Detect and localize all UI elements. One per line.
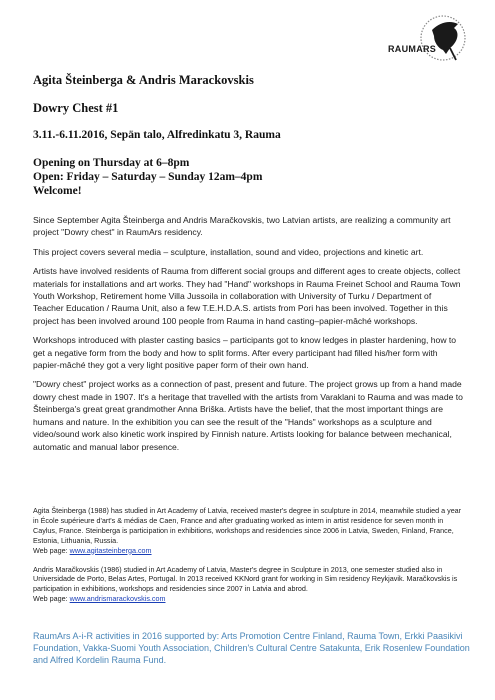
supporters-footer: RaumArs A-i-R activities in 2016 supported by: Arts Promotion Centre Finland, Rauma Town, Erkki Paasikivi Foundation, Vakka-Suomi Youth Association, Children's Cultural Centre Satakunta, Erik Rosenlew Foundation and Alfred Kordelin Rauma Fund. xyxy=(33,631,470,665)
bio-agita xyxy=(33,506,463,556)
paragraph-workshops: Artists have involved residents of Rauma from different social groups and different ages to create objects, collect materials for installations and art works. They had "Hand" workshops in Rauma Freinet School and Rauma Town Youth Workshop, Retirement home Villa Jussoila in collaboration with University of Turku / Department of Teacher Education / Rauma Unit, also a few T.E.H.D.A.S. artists from Pori has been involved. Together in this project has been involved around 100 people from Rauma in hand casting–papier-mâché workshops. xyxy=(33,266,461,326)
bio-andris-web-label: Web page: xyxy=(33,594,70,604)
agita-web-link[interactable]: www.agitasteinberga.com xyxy=(69,545,152,555)
andris-web-link[interactable]: www.andrismarackovskis.com xyxy=(69,594,166,604)
exhibition-title: Dowry Chest #1 xyxy=(33,101,119,115)
body-text xyxy=(33,214,463,460)
logo-name: RAUMARS xyxy=(388,44,437,54)
date-place: 3.11.-6.11.2016, Sepän talo, Alfredinkatu 3, Rauma xyxy=(33,129,281,141)
opening-time: Opening on Thursday at 6–8pm xyxy=(33,157,190,169)
opening-info xyxy=(33,156,262,198)
bio-agita-text: Agita Šteinberga (1988) has studied in Art Academy of Latvia, received master's degree in sculpture in 2014, meanwhile studied a year in École supérieure d'art's & médias de Caen, France and after graduating worked as intern in artist residence for seven month in Caylus, France. Steinberga is participation in exhibitions, workshops and residencies since 2006 in Latvia, Sweden, Finland, France, Estonia, Lithuania, Russia. xyxy=(33,506,462,545)
open-hours: Open: Friday – Saturday – Sunday 12am–4pm xyxy=(33,171,263,183)
paragraph-dowry-chest: "Dowry chest" project works as a connection of past, present and future. The project grows up from a hand made dowry chest made in 1907. It's a heritage that travelled with the artists from Varaklani to Rauma and was made to Šteinberga's great great grandmother Anna Briška. Artists have the belief, that the most important things are humans and nature. In the exhibition you can see the result of the "Hands" workshops as a sculpture and video/sound work also kinetic work inspired by Finnish nature. Artists looking for balance between mechanical, automatic and manual labor presence. xyxy=(33,379,463,452)
raumars-bird-logo-icon xyxy=(388,8,470,74)
paragraph-casting: Workshops introduced with plaster casting basics – participants got to know ledges in plaster hardening, how to get a negative form from the body and how to split forms. After every participant had filled his/her form with papier-mâché they got a very light positive paper form of their own hand. xyxy=(33,335,457,371)
artist-bios xyxy=(33,506,463,613)
bio-agita-web-label: Web page: xyxy=(33,545,70,555)
welcome-text: Welcome! xyxy=(33,185,82,197)
bio-andris xyxy=(33,565,463,605)
paragraph-media: This project covers several media – sculpture, installation, sound and video, projections and kinetic art. xyxy=(33,246,424,257)
artists-heading: Agita Šteinberga & Andris Marackovskis xyxy=(33,73,254,87)
raumars-logo xyxy=(388,8,470,74)
bio-andris-text: Andris Maračkovskis (1986) studied in Art Academy of Latvia, Master's degree in Sculpture in 2013, one semester studied also in Universidade de Porto, Belas Artes, Portugal. In 2013 received KKNord grant for working in Sim residency Reykjavik. Maračkovskis is participation in exhibitions, workshops and residencies since 2007 in Latvia and abrod. xyxy=(33,564,458,594)
paragraph-intro: Since September Agita Šteinberga and Andris Maračkovskis, two Latvian artists, are realizing a community art project "Dowry chest" in RaumArs residency. xyxy=(33,215,451,238)
